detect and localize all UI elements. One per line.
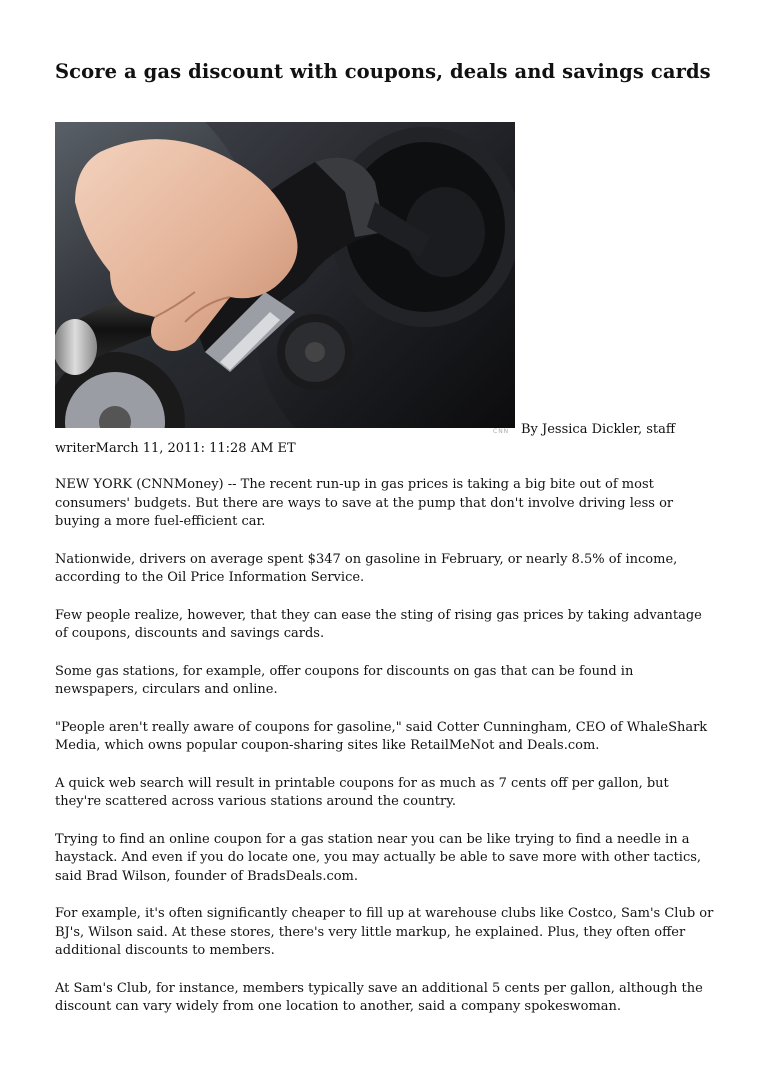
gas-pump-photo — [55, 122, 515, 428]
paragraph: At Sam's Club, for instance, members typically save an additional 5 cents per gallon, although the discount can vary widely from one location to another, said a company spokeswoman. — [55, 980, 703, 1014]
article-body — [55, 476, 715, 1036]
byline-date: writerMarch 11, 2011: 11:28 AM ET — [55, 441, 296, 456]
article-title: Score a gas discount with coupons, deals and savings cards — [55, 60, 711, 83]
paragraph: For example, it's often significantly cheaper to fill up at warehouse clubs like Costco, Sam's Club or BJ's, Wilson said. At these stores, there's very little markup, he explained. Plus, they often offer additional discounts to members. — [55, 906, 714, 958]
paragraph: NEW YORK (CNNMoney) -- The recent run-up in gas prices is taking a big bite out of most consumers' budgets. But there are ways to save at the pump that don't involve driving less or buying a more fuel-efficient car. — [55, 477, 674, 529]
byline-author: By Jessica Dickler, staff — [521, 422, 676, 437]
paragraph: A quick web search will result in printable coupons for as much as 7 cents off per gallon, but they're scattered across various stations around the country. — [55, 775, 669, 809]
paragraph: "People aren't really aware of coupons for gasoline," said Cotter Cunningham, CEO of WhaleShark Media, which owns popular coupon-sharing sites like RetailMeNot and Deals.com. — [55, 719, 708, 753]
paragraph: Trying to find an online coupon for a gas station near you can be like trying to find a needle in a haystack. And even if you do locate one, you may actually be able to save more with other tactics, said Brad Wilson, founder of BradsDeals.com. — [55, 831, 702, 884]
paragraph: Some gas stations, for example, offer coupons for discounts on gas that can be found in newspapers, circulars and online. — [55, 663, 634, 697]
paragraph: Nationwide, drivers on average spent $347 on gasoline in February, or nearly 8.5% of income, according to the Oil Price Information Service. — [55, 551, 678, 585]
paragraph: Few people realize, however, that they can ease the sting of rising gas prices by taking advantage of coupons, discounts and savings cards. — [55, 607, 702, 641]
photo-credit-watermark: CNN — [493, 428, 510, 435]
